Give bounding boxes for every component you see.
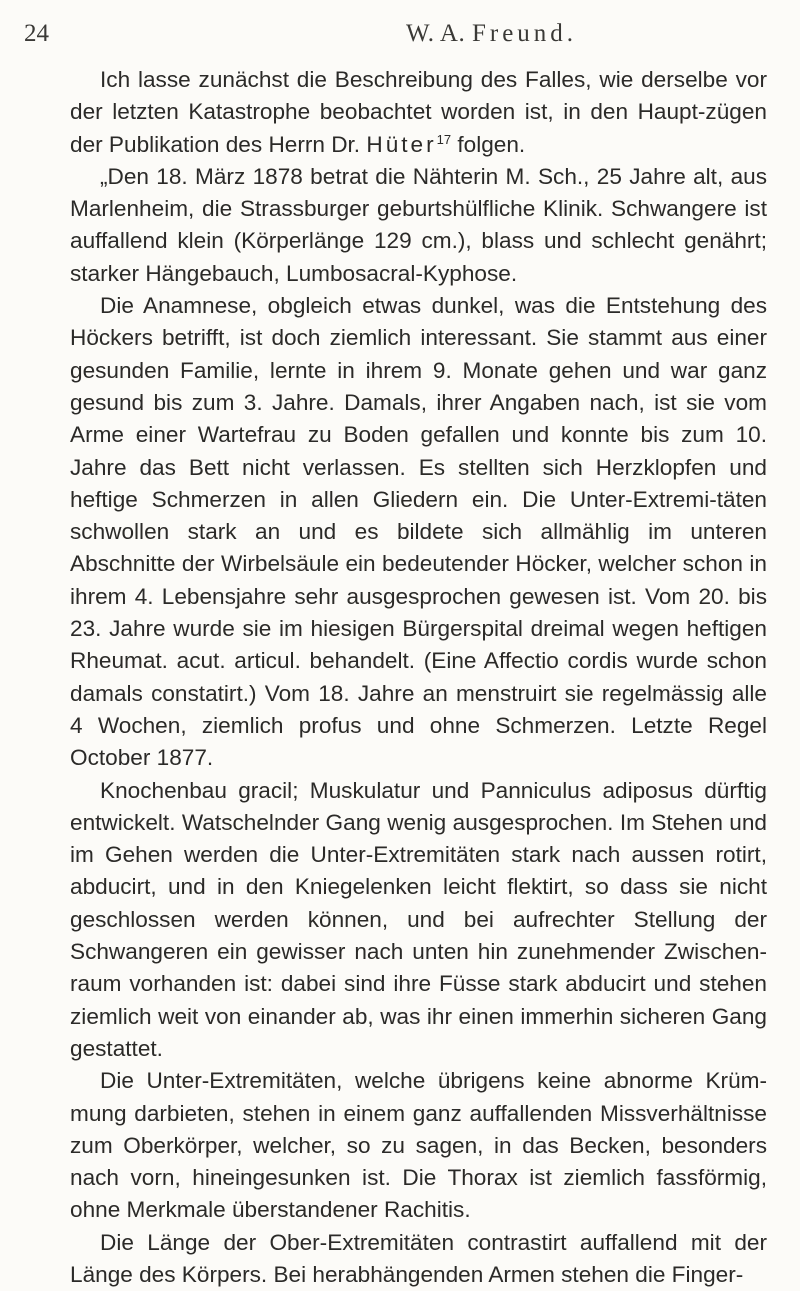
paragraph: Die Anamnese, obgleich etwas dunkel, was die Entstehung des Höckers betrifft, ist doch ziemlich interessant. Sie stammt aus einer gesunden Familie, lernte in ihrem 9. Monate gehen und war ganz gesund bis zum 3. Jahre. Damals, ihrer Angaben nach, ist sie vom Arme einer Wartefrau zu Boden gefallen und konnte bis zum 10. Jahre das Bett nicht verlassen. Es stellten sich Herzklopfen und heftige Schmerzen in allen Gliedern ein. Die Unter-Extremi-täten schwollen stark an und es bildete sich allmählig im unteren Abschnitte der Wirbelsäule ein bedeutender Höcker, welcher schon in ihrem 4. Lebensjahre sehr ausgesprochen gewesen ist. Vom 20. bis 23. Jahre wurde sie im hiesigen Bürgerspital dreimal wegen heftigen Rheumat. acut. articul. behandelt. (Eine Affectio cordis wurde schon damals constatirt.) Vom 18. Jahre an menstruirt sie regelmässig alle 4 Wochen, ziemlich profus und ohne Schmerzen. Letzte Regel October 1877. xyxy=(70,293,767,771)
paragraph: Die Unter-Extremitäten, welche übrigens keine abnorme Krüm-mung darbieten, stehen in einem ganz auffallenden Missverhältnisse zum Oberkörper, welcher, so zu sagen, in das Becken, besonders nach vorn, hineingesunken ist. Die Thorax ist ziemlich fassförmig, ohne Merkmale überstandener Rachitis. xyxy=(70,1068,767,1223)
author-initials: W. A. xyxy=(406,20,466,47)
paragraph: „Den 18. März 1878 betrat die Nähterin M. Sch., 25 Jahre alt, aus Marlenheim, die Strassburger geburtshülfliche Klinik. Schwangere ist auffallend klein (Körperlänge 129 cm.), blass und schlecht genährt; starker Hängebauch, Lumbosacral-Kyphose. xyxy=(70,163,767,286)
author-surname: Freund. xyxy=(471,20,578,47)
paragraph xyxy=(70,64,767,161)
page-number: 24 xyxy=(24,20,49,47)
paragraph: Die Länge der Ober-Extremitäten contrastirt auffallend mit der Länge des Körpers. Bei herabhängenden Armen stehen die Finger- xyxy=(70,1229,767,1287)
cited-author: Hüter xyxy=(366,131,437,157)
paragraph: Knochenbau gracil; Muskulatur und Panniculus adiposus dürftig entwickelt. Watschelnder Gang wenig ausgesprochen. Im Stehen und im Gehen werden die Unter-Extremitäten stark nach aussen rotirt, abducirt, und in den Kniegelenken leicht flektirt, so dass sie nicht geschlossen werden können, und bei aufrechter Stellung der Schwangeren ein gewisser nach unten hin zunehmender Zwischen-raum vorhanden ist: dabei sind ihre Füsse stark abducirt und stehen ziemlich weit von einander ab, was ihr einen immerhin sicheren Gang gestattet. xyxy=(70,777,767,1061)
footnote-ref: 17 xyxy=(436,131,452,147)
page-header xyxy=(24,20,776,56)
paragraph-text: Ich lasse zunächst die Beschreibung des Falles, wie derselbe vor der letzten Katastrophe beobachtet worden ist, in den Haupt-zügen der Publikation des Herrn Dr. xyxy=(70,67,767,157)
running-head xyxy=(406,20,577,48)
paragraph-text: folgen. xyxy=(451,131,526,157)
body-text xyxy=(70,64,767,1291)
